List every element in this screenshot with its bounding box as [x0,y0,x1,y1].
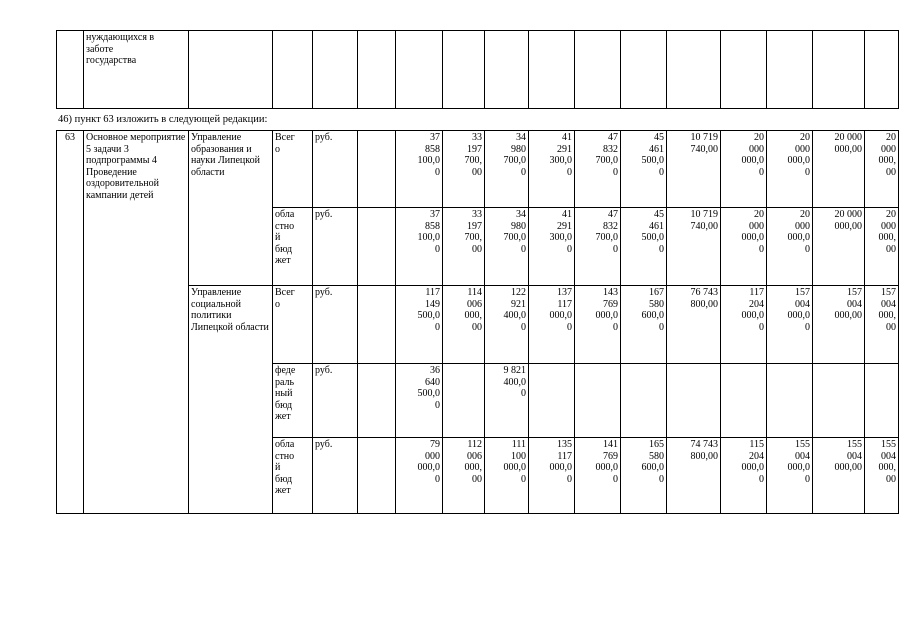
number-cell [57,31,84,109]
value-cell: 20 000 000,00 [813,208,865,286]
value-cell [443,31,485,109]
value-cell [485,31,529,109]
value-cell: 117 149 500,0 0 [396,286,443,364]
executor-cell [189,31,273,109]
value-cell: 111 100 000,0 0 [485,438,529,514]
funding-source: Всег о [273,286,313,364]
value-cell: 137 117 000,0 0 [529,286,575,364]
value-cell: 34 980 700,0 0 [485,131,529,208]
unit: руб. [313,364,358,438]
value-cell [396,31,443,109]
value-cell: 155 004 000,00 [813,438,865,514]
value-cell: 47 832 700,0 0 [575,131,621,208]
value-cell: 33 197 700, 00 [443,131,485,208]
value-cell: 117 204 000,0 0 [721,286,767,364]
item-number: 63 [57,131,84,514]
value-cell: 10 719 740,00 [667,208,721,286]
value-cell: 20 000 000,0 0 [721,131,767,208]
value-cell: 155 004 000, 00 [865,438,899,514]
empty-cell [358,286,396,364]
executor-name: Управление социальной политики Липецкой области [189,286,273,514]
value-cell: 157 004 000, 00 [865,286,899,364]
value-cell: 41 291 300,0 0 [529,131,575,208]
value-cell [443,364,485,438]
value-cell: 37 858 100,0 0 [396,208,443,286]
value-cell: 112 006 000, 00 [443,438,485,514]
empty-cell [358,438,396,514]
value-cell: 76 743 800,00 [667,286,721,364]
unit: руб. [313,286,358,364]
value-cell [721,31,767,109]
value-cell: 141 769 000,0 0 [575,438,621,514]
value-cell [667,31,721,109]
value-cell: 143 769 000,0 0 [575,286,621,364]
value-cell [621,31,667,109]
value-cell: 47 832 700,0 0 [575,208,621,286]
value-cell: 122 921 400,0 0 [485,286,529,364]
value-cell: 45 461 500,0 0 [621,131,667,208]
table-row [57,131,899,208]
item-name: Основное мероприятие 5 задачи 3 подпрограммы 4 Проведение оздоровительной кампании детей [84,131,189,514]
value-cell: 20 000 000,0 0 [767,208,813,286]
value-cell: 20 000 000,0 0 [721,208,767,286]
value-cell [667,364,721,438]
value-cell: 157 004 000,0 0 [767,286,813,364]
value-cell [865,364,899,438]
value-cell [529,364,575,438]
value-cell [813,364,865,438]
funding-source: Всег о [273,131,313,208]
unit: руб. [313,208,358,286]
value-cell: 115 204 000,0 0 [721,438,767,514]
value-cell: 79 000 000,0 0 [396,438,443,514]
value-cell: 167 580 600,0 0 [621,286,667,364]
name-cell: нуждающихся в заботе государства [84,31,189,109]
unit: руб. [313,438,358,514]
unit: руб. [313,131,358,208]
previous-row [57,31,899,109]
value-cell: 20 000 000, 00 [865,208,899,286]
value-cell: 36 640 500,0 0 [396,364,443,438]
value-cell [767,31,813,109]
value-cell [529,31,575,109]
empty-cell [358,208,396,286]
budget-table [56,130,899,514]
value-cell [575,364,621,438]
value-cell [721,364,767,438]
value-cell: 74 743 800,00 [667,438,721,514]
funding-source: обла стно й бюд жет [273,208,313,286]
value-cell [767,364,813,438]
value-cell: 135 117 000,0 0 [529,438,575,514]
value-cell: 41 291 300,0 0 [529,208,575,286]
empty-cell [358,131,396,208]
value-cell: 114 006 000, 00 [443,286,485,364]
value-cell: 157 004 000,00 [813,286,865,364]
value-cell: 20 000 000,0 0 [767,131,813,208]
value-cell [621,364,667,438]
value-cell [865,31,899,109]
value-cell [575,31,621,109]
value-cell: 33 197 700, 00 [443,208,485,286]
value-cell: 45 461 500,0 0 [621,208,667,286]
value-cell: 9 821 400,0 0 [485,364,529,438]
empty-cell [358,364,396,438]
value-cell [813,31,865,109]
value-cell: 155 004 000,0 0 [767,438,813,514]
funding-source: феде раль ный бюд жет [273,364,313,438]
value-cell: 10 719 740,00 [667,131,721,208]
unit-cell [313,31,358,109]
value-cell: 34 980 700,0 0 [485,208,529,286]
value-cell: 20 000 000, 00 [865,131,899,208]
funding-source: обла стно й бюд жет [273,438,313,514]
amendment-note: 46) пункт 63 изложить в следующей редакции: [58,114,268,125]
value-cell: 20 000 000,00 [813,131,865,208]
value-cell: 37 858 100,0 0 [396,131,443,208]
executor-name: Управление образования и науки Липецкой области [189,131,273,286]
previous-row-table [56,30,899,109]
empty-cell [358,31,396,109]
source-cell [273,31,313,109]
value-cell: 165 580 600,0 0 [621,438,667,514]
